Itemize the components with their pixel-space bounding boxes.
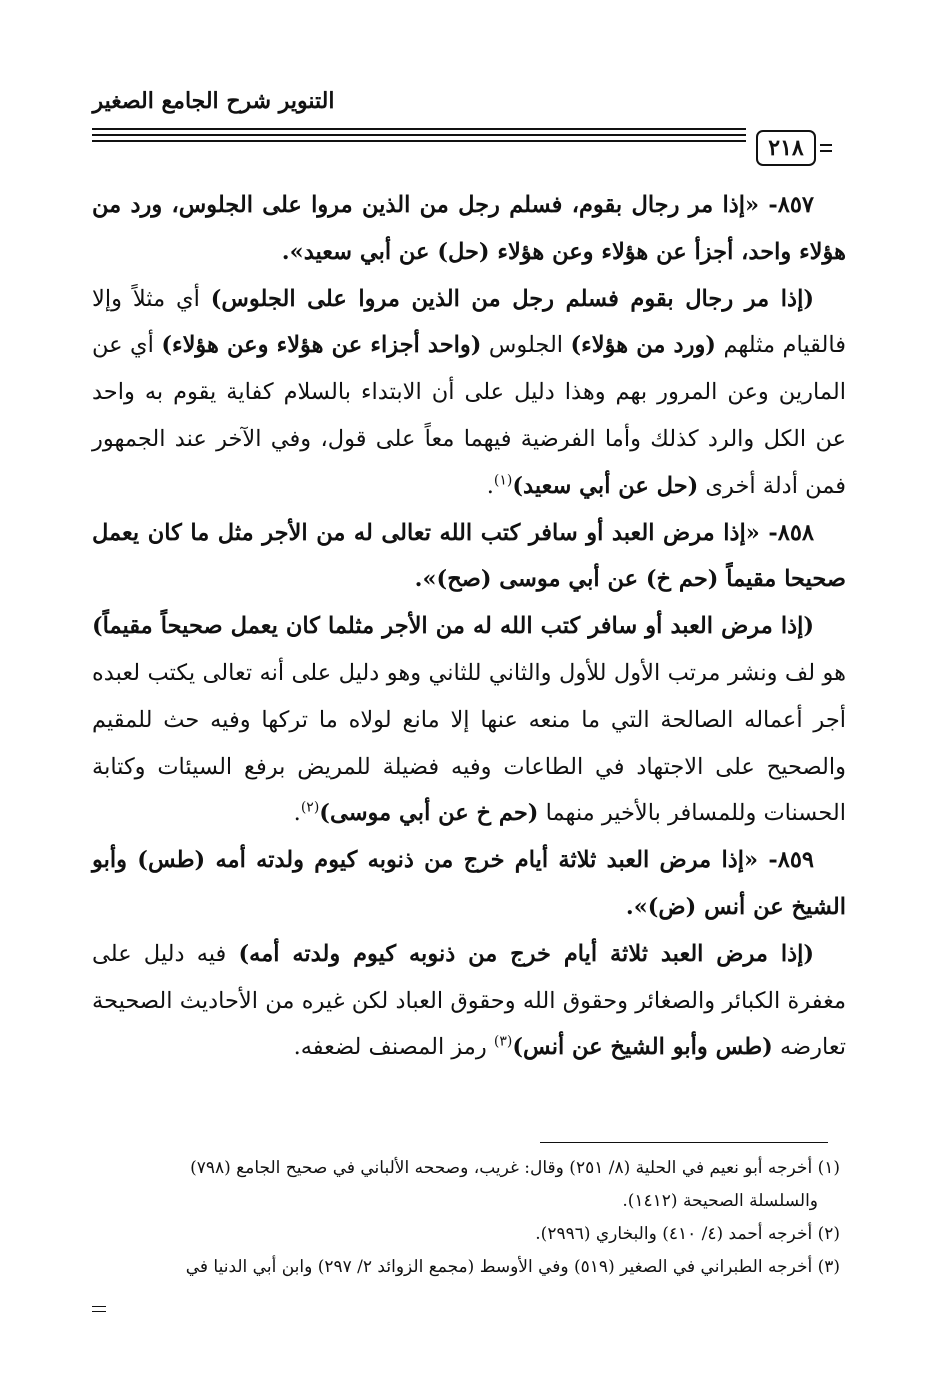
quoted-phrase: (إذا مر رجال بقوم فسلم رجل من الذين مروا على الجلوس) <box>210 285 814 312</box>
header-rule-bottom <box>92 140 746 142</box>
commentary-858 <box>92 603 846 837</box>
commentary-text: الجلوس <box>481 332 571 359</box>
hadith-text: «إذا مرض العبد ثلاثة أيام خرج من ذنوبه كيوم ولدته أمه (طس) وأبو الشيخ عن أنس (ض)». <box>92 847 846 920</box>
commentary-text: فيه دليل على مغفرة الكبائر والصغائر وحقوق الله وحقوق العباد لكن غيره من الأحاديث الصحيحة تعارضه <box>92 940 846 1061</box>
footnote-ref-3[interactable]: (٣) <box>493 1033 513 1050</box>
hadith-857 <box>92 182 846 276</box>
running-title: التنوير شرح الجامع الصغير <box>92 88 335 114</box>
hadith-858 <box>92 510 846 604</box>
header-rule-middle <box>92 134 746 136</box>
footnote-2: (٢) أخرجه أحمد (٤/ ٤١٠) والبخاري (٢٩٩٦). <box>535 1224 840 1244</box>
commentary-857 <box>92 276 846 510</box>
footnote-1-continued: والسلسلة الصحيحة (١٤١٢). <box>622 1191 818 1211</box>
main-text <box>92 182 846 1071</box>
commentary-text: أي عن المارين وعن المرور بهم وهذا دليل على أن الابتداء بالسلام كفاية يقوم به واحد عن الكل والرد كذلك وأما الفرضية فيهما معاً على قول، وفي الآخر عند الجمهور فمن أدلة أخرى <box>92 332 846 499</box>
commentary-text: رمز المصنف لضعفه. <box>293 1034 494 1061</box>
quoted-phrase: (إذا مرض العبد ثلاثة أيام خرج من ذنوبه كيوم ولدته أمه) <box>238 940 814 967</box>
quoted-phrase: (إذا مرض العبد أو سافر كتب الله له من الأجر مثلما كان يعمل صحيحاً مقيماً) <box>92 613 814 640</box>
page-number-tick-top <box>820 144 832 146</box>
page-number: ٢١٨ <box>756 130 816 166</box>
hadith-text: «إذا مر رجال بقوم، فسلم رجل من الذين مروا على الجلوس، ورد من هؤلاء واحد، أجزأ عن هؤلاء وعن هؤلاء (حل) عن أبي سعيد». <box>92 192 846 265</box>
quoted-phrase: (ورد من هؤلاء) <box>570 332 716 359</box>
hadith-number: ٨٥٩- <box>758 847 814 874</box>
footnote-1: (١) أخرجه أبو نعيم في الحلية (٨/ ٢٥١) وقال: غريب، وصححه الألباني في صحيح الجامع (٧٩٨) <box>190 1158 840 1178</box>
commentary-end: . <box>486 472 494 499</box>
footnote-3: (٣) أخرجه الطبراني في الصغير (٥١٩) وفي الأوسط (مجمع الزوائد ٢/ ٢٩٧) وابن أبي الدنيا في <box>185 1257 840 1277</box>
commentary-end: . <box>293 800 301 827</box>
footnote-separator <box>540 1142 828 1143</box>
footnote-ref-2[interactable]: (٢) <box>300 799 320 816</box>
hadith-number: ٨٥٧- <box>759 192 814 218</box>
hadith-text: «إذا مرض العبد أو سافر كتب الله تعالى له من الأجر مثل ما كان يعمل صحيحا مقيماً (حم خ) عن أبي موسى (صح)». <box>92 519 846 593</box>
page-number-tick-bottom <box>820 150 832 152</box>
commentary-text: هو لف ونشر مرتب الأول للأول والثاني للثاني وهو دليل على أنه تعالى يكتب لعبده أجر أعماله الصالحة التي ما منعه عنها إلا مانع لولاه ما تركها وفيه حث للمقيم والصحيح على الاجتهاد في الطاعات وفيه فضيلة للمريض برفع السيئات وكتابة الحسنات وللمسافر بالأخير منهما <box>92 659 846 827</box>
source-citation: (حل عن أبي سعيد) <box>512 472 699 499</box>
footnotes <box>92 1152 840 1284</box>
source-citation: (طس وأبو الشيخ عن أنس) <box>512 1034 773 1061</box>
header-rule-top <box>92 128 746 130</box>
quoted-phrase: (واحد أجزاء عن هؤلاء وعن هؤلاء) <box>161 332 482 359</box>
hadith-number: ٨٥٨- <box>759 519 814 546</box>
commentary-text: أي مثلاً وإلا فالقيام مثلهم <box>92 285 846 359</box>
commentary-859 <box>92 931 846 1071</box>
footnote-ref-1[interactable]: (١) <box>493 472 513 489</box>
source-citation: (حم خ عن أبي موسى) <box>319 800 539 827</box>
hadith-859 <box>92 837 846 931</box>
continuation-mark <box>92 1306 106 1316</box>
